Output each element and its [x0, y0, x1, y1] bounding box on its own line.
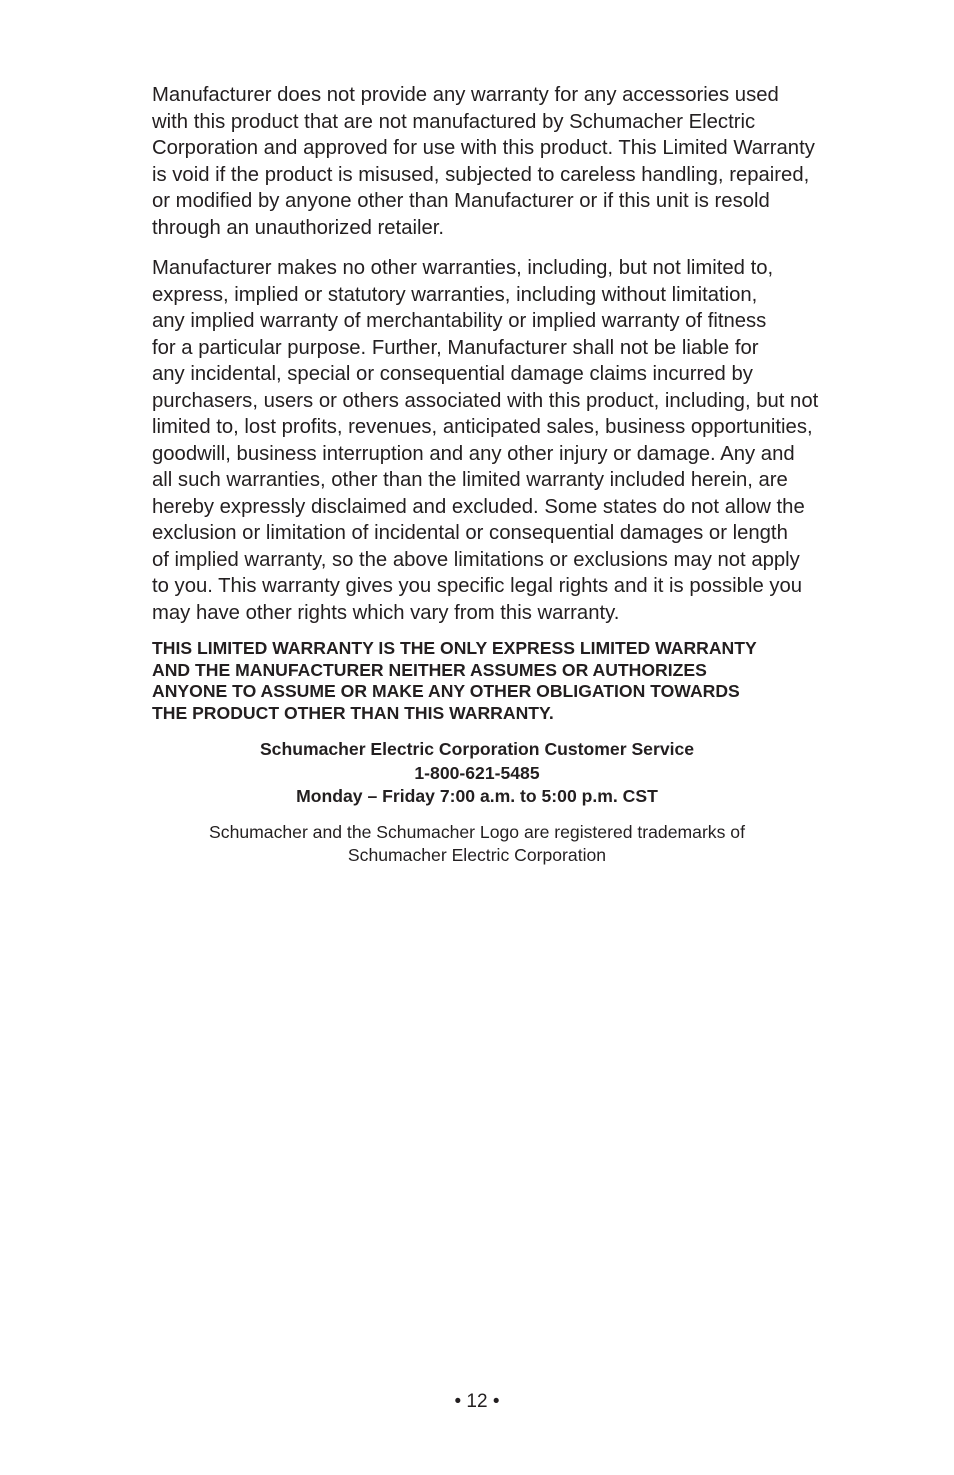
- limited-warranty-notice: THIS LIMITED WARRANTY IS THE ONLY EXPRESS LIMITED WARRANTY AND THE MANUFACTURER NEITHER ASSUMES OR AUTHORIZES ANYONE TO ASSUME OR MAKE ANY OTHER OBLIGATION TOWARDS THE PRODUCT OTHER THAN THIS WARRANTY.: [152, 638, 757, 723]
- customer-service-hours: Monday – Friday 7:00 a.m. to 5:00 p.m. CST: [296, 786, 658, 806]
- customer-service-phone: 1-800-621-5485: [414, 762, 540, 783]
- customer-service-block: [152, 738, 802, 809]
- customer-service-name: Schumacher Electric Corporation Customer Service: [259, 739, 695, 759]
- page-number: • 12 •: [454, 1391, 500, 1412]
- warranty-disclaimer-paragraph: Manufacturer makes no other warranties, including, but not limited to, express, implied or statutory warranties, including without limitation, any implied warranty of merchantability or implied warranty of fitness for a particular purpose. Further, Manufacturer shall not be liable for any incidental, special or consequential damage claims incurred by purchasers, users or others associated with this product, including, but not limited to, lost profits, revenues, anticipated sales, business opportunities, goodwill, business interruption and any other injury or damage. Any and all such warranties, other than the limited warranty included herein, are hereby expressly disclaimed and excluded. Some states do not allow the exclusion or limitation of incidental or consequential damages or length of implied warranty, so the above limitations or exclusions may not apply to you. This warranty gives you specific legal rights and it is possible you may have other rights which vary from this warranty.: [152, 257, 819, 624]
- page-content: [152, 82, 868, 868]
- trademark-notice: Schumacher and the Schumacher Logo are registered trademarks of Schumacher Electric Corporation: [209, 821, 745, 865]
- warranty-accessories-paragraph: Manufacturer does not provide any warranty for any accessories used with this product that are not manufactured by Schumacher Electric Corporation and approved for use with this product. This Limited Warranty is void if the product is misused, subjected to careless handling, repaired, or modified by anyone other than Manufacturer or if this unit is resold through an unauthorized retailer.: [152, 84, 815, 239]
